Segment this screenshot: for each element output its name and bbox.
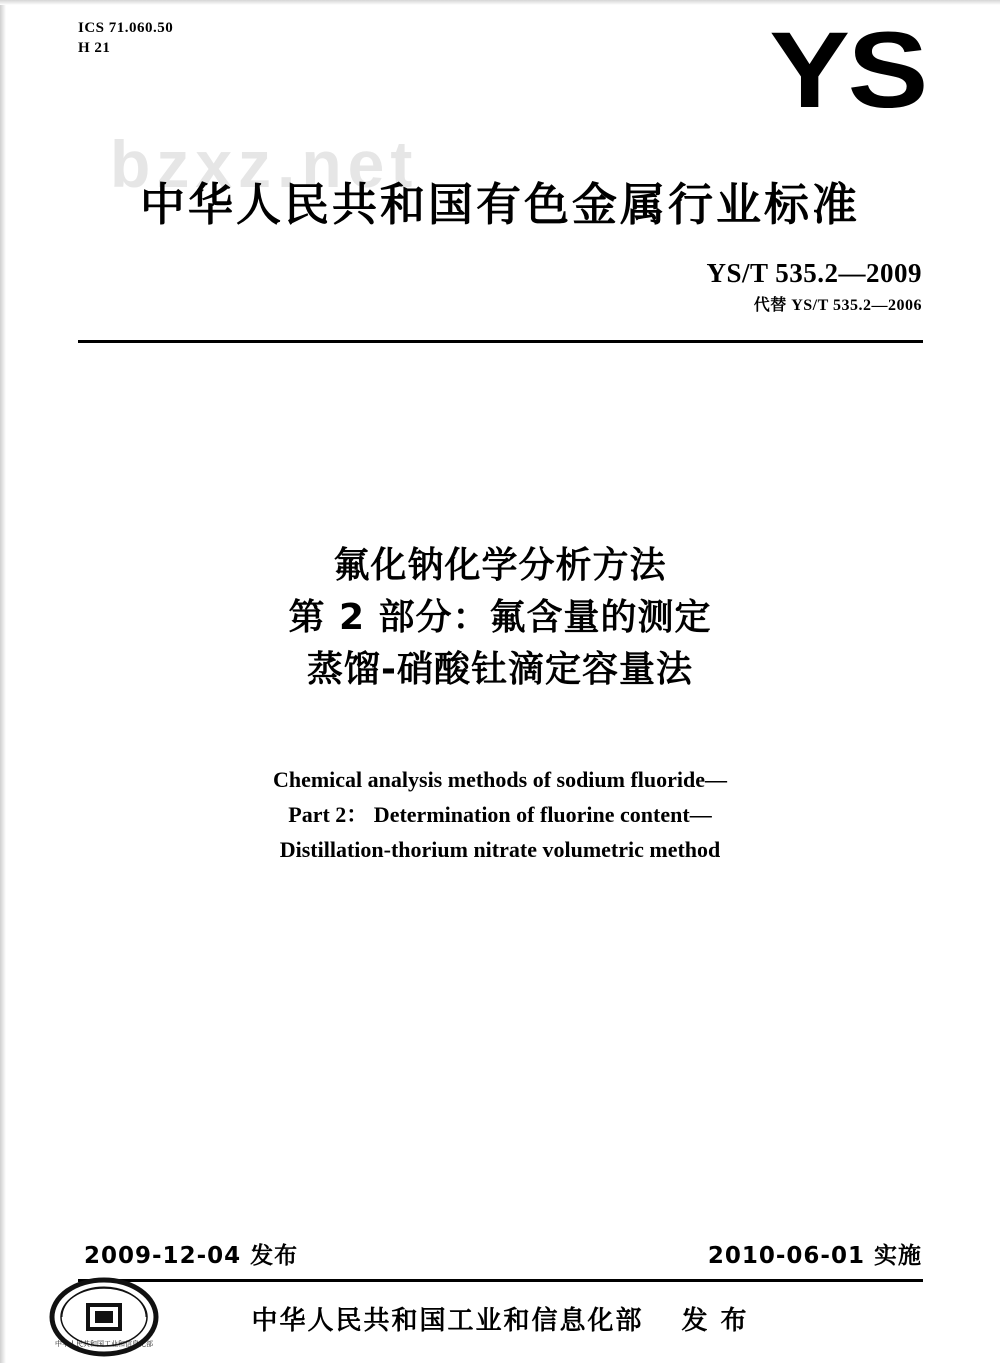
standard-number: YS/T 535.2—2009	[706, 258, 922, 288]
publisher-line	[0, 1300, 1000, 1337]
document-title-en-line-2: Part 2： Determination of fluorine content—	[288, 802, 712, 827]
ys-logo: YS	[769, 9, 926, 130]
issue-date: 2009-12-04 发布	[84, 1243, 299, 1269]
standard-replaces: 代替 YS/T 535.2—2006	[753, 297, 922, 314]
document-title-en-line-3: Distillation-thorium nitrate volumetric method	[279, 837, 721, 862]
ccs-code: H 21	[78, 40, 111, 56]
document-title-cn-line-3: 蒸馏-硝酸钍滴定容量法	[307, 649, 693, 690]
document-title-cn-line-2: 第 2 部分：氟含量的测定	[288, 597, 712, 638]
footer-divider	[78, 1279, 923, 1282]
header-divider	[78, 340, 923, 343]
ics-code: ICS 71.060.50	[78, 20, 174, 36]
svg-text:中华人民共和国工业和信息化部: 中华人民共和国工业和信息化部	[55, 1340, 153, 1348]
document-title-cn-line-1: 氟化钠化学分析方法	[333, 545, 667, 586]
effective-date: 2010-06-01 实施	[707, 1243, 922, 1269]
issuing-authority-title: 中华人民共和国有色金属行业标准	[139, 178, 860, 231]
publisher-name: 中华人民共和国工业和信息化部	[251, 1306, 644, 1336]
watermark-text: bzxz.net	[110, 127, 419, 201]
document-title-cn	[0, 540, 1000, 696]
document-title-en-line-1: Chemical analysis methods of sodium fluoride—	[272, 767, 728, 792]
publish-word: 发 布	[681, 1306, 749, 1336]
document-title-en	[0, 762, 1000, 867]
ics-classification-block	[78, 18, 173, 58]
scan-edge-top	[0, 0, 1000, 5]
